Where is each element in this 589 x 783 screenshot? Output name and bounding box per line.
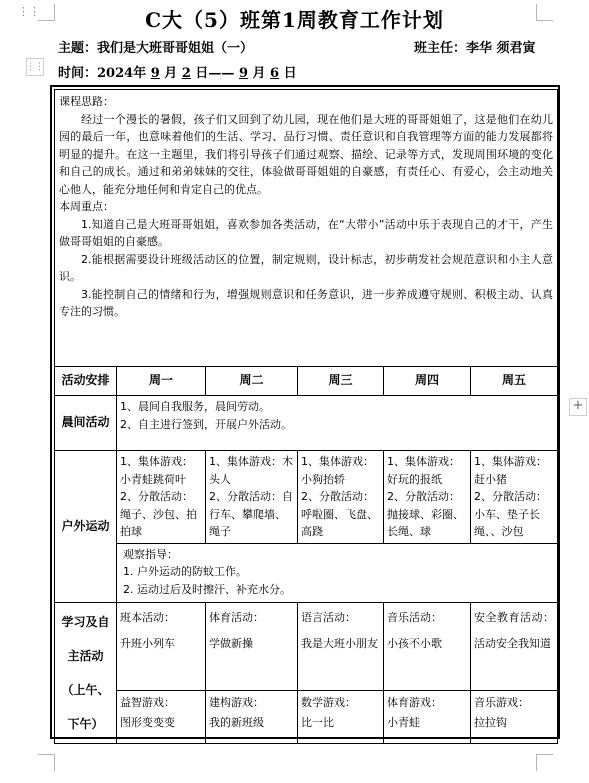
outdoor-label: 户外运动 [55,451,117,603]
date-day-end: 6 [270,66,280,81]
header-cell-activity: 活动安排 [55,367,117,396]
learning-monday: 班本活动： 升班小列车 [117,602,206,690]
outdoor-wednesday: 1、集体游戏：小狗抬轿 2、分散活动：呼啦圈、飞盘、高跷 [298,451,384,544]
outdoor-friday: 1、集体游戏：赶小猪 2、分散活动：小车、垫子长绳、、沙包 [471,451,558,544]
morning-line: 1、晨间自我服务，晨间劳动。 [120,400,270,413]
date-text: 日—— [190,66,239,81]
date-line [58,62,297,81]
date-text: 月 [159,66,182,81]
game-thursday: 体育游戏： 小青蛙 [384,690,471,743]
header-cell-wednesday: 周三 [298,367,384,396]
outdoor-tuesday: 1、集体游戏：木头人 2、分散活动：自行车、攀爬墙、绳子 [206,451,298,544]
header-cell-friday: 周五 [471,367,558,396]
observe-line: 2. 运动过后及时擦汗、补充水分。 [123,582,291,596]
course-intro-cell [55,90,558,367]
document-title: C大（5）班第1周教育工作计划 [145,8,444,32]
learning-tuesday: 体育活动： 学做新操 [206,602,298,690]
learning-label-line: 学习及自 [61,614,110,629]
outdoor-monday: 1、集体游戏：小青蛙跳荷叶 2、分散活动：绳子、沙包、拍拍球 [117,451,206,544]
weekly-plan-table [54,89,558,744]
intro-heading: 课程思路： [59,95,114,108]
learning-wednesday: 语言活动： 我是大班小朋友 [298,602,384,690]
learning-label [55,602,117,743]
add-row-icon[interactable]: + [569,398,587,416]
header-cell-tuesday: 周二 [206,367,298,396]
game-monday: 益智游戏： 图形变变变 [117,690,206,743]
drag-handle-icon[interactable]: ⋮⋮ [18,5,40,18]
date-text: 日 [279,66,297,81]
observation-cell [117,543,558,602]
game-friday: 音乐游戏： 拉拉钩 [471,690,558,743]
game-wednesday: 数学游戏： 比一比 [298,690,384,743]
date-prefix: 时间：2024年 [58,66,151,81]
date-month-end: 9 [238,66,248,81]
learning-thursday: 音乐活动： 小孩不小歌 [384,602,471,690]
intro-paragraph: 经过一个漫长的暑假，孩子们又回到了幼儿园，现在他们是大班的哥哥姐姐了，这是他们在幼儿园的最后一年，也意味着他们的生活、学习、品行习惯、责任意识和自我管理等方面的能力发展都将明显的提升。在这一主题里，我们将引导孩子们通过观察、描绘、记录等方式，发现周围环境的变化和自己的成长。通过和弟弟妹妹的交往，体验做哥哥姐姐的自豪感，有责任心、有爱心，会主动地关心他人，能充分地任何和肯定自己的优点。 [59,112,553,196]
learning-label-line: 主活动 [67,648,104,663]
table-move-handle-icon[interactable]: ⋮⋮ [26,58,44,76]
outdoor-thursday: 1、集体游戏：好玩的报纸 2、分散活动：抛接球、彩圈、长绳、球 [384,451,471,544]
focus-item: 1.知道自己是大班哥哥姐姐，喜欢参加各类活动，在“大带小”活动中乐于表现自己的才干，产生做哥哥姐姐的自豪感。 [59,217,553,248]
learning-label-line: 下午） [67,716,104,731]
page-corner-mark [38,754,55,771]
focus-heading: 本周重点： [59,200,114,213]
morning-line: 2、自主进行签到，开展户外活动。 [120,417,292,431]
header-cell-monday: 周一 [117,367,206,396]
morning-label: 晨间活动 [55,396,117,451]
theme-line: 主题：我们是大班哥哥姐姐（一） [58,41,254,56]
date-text: 月 [247,66,271,81]
header-cell-thursday: 周四 [384,367,471,396]
learning-friday: 安全教育活动：活动安全我知道 [471,602,558,690]
teachers-line: 班主任：李华 须君寅 [414,41,536,56]
game-tuesday: 建构游戏： 我的新班级 [206,690,298,743]
observe-heading: 观察指导： [123,547,178,561]
focus-item: 2.能根据需要设计班级活动区的位置，制定规则，设计标志，初步萌发社会规范意识和小主人意识。 [59,252,553,283]
observe-line: 1. 户外运动的防蚊工作。 [123,565,247,578]
date-month-start: 9 [150,66,160,81]
date-day-start: 2 [181,66,191,81]
morning-content [117,396,558,451]
focus-item: 3.能控制自己的情绪和行为，增强规则意识和任务意识，进一步养成遵守规则、积极主动、认真专注的习惯。 [59,287,553,318]
learning-label-line: （上午、 [61,682,110,697]
page-corner-mark [536,754,553,771]
